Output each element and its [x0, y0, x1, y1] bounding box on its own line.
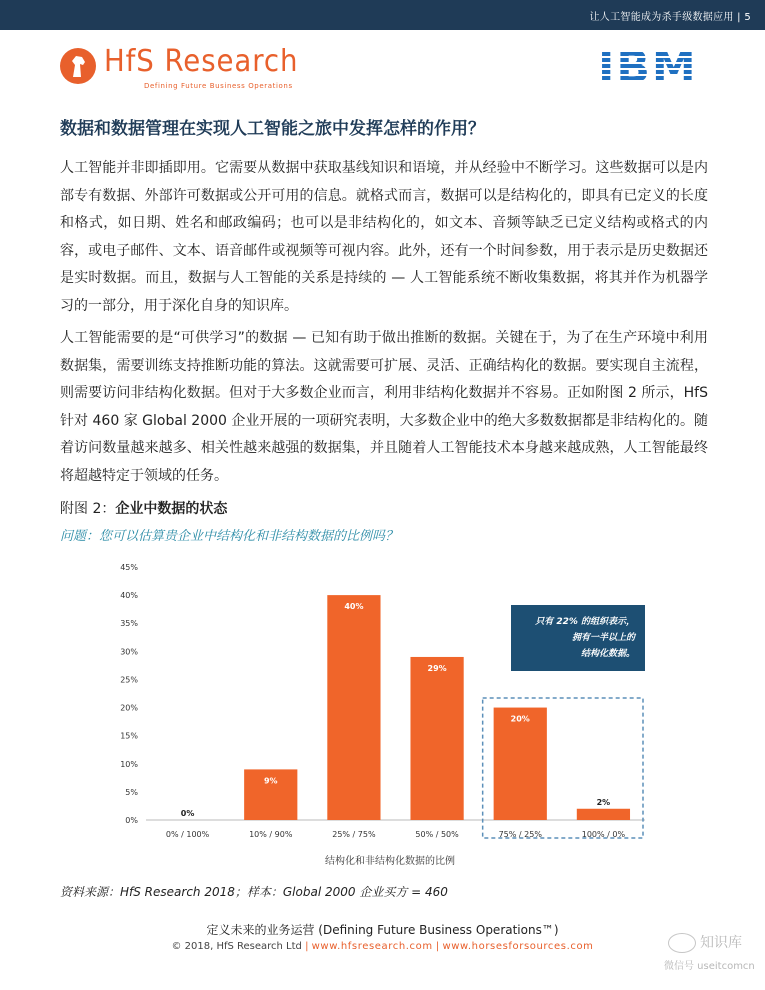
y-tick-label: 25%	[120, 675, 138, 685]
bar	[327, 595, 380, 820]
watermark-name: 知识库	[700, 935, 742, 951]
hfs-logo-text: HfS Research	[104, 44, 299, 79]
ibm-logo-text: IBM	[598, 46, 710, 90]
figure-question: 问题：您可以估算贵企业中结构化和非结构数据的比例吗？	[60, 529, 399, 544]
callout-text: 只有 22% 的组织表示，	[535, 617, 635, 627]
x-tick-label: 0% / 100%	[165, 830, 210, 839]
y-tick-label: 15%	[120, 731, 138, 741]
bar-chart	[100, 556, 660, 876]
y-tick-label: 10%	[120, 759, 138, 769]
callout-text: 拥有一半以上的	[571, 633, 635, 643]
figure-title	[60, 498, 227, 518]
x-tick-label: 100% / 0%	[581, 830, 626, 839]
y-tick-label: 5%	[125, 787, 138, 797]
footer-separator: |	[435, 941, 440, 952]
bar-data-label: 2%	[596, 797, 611, 807]
hfs-horse-icon	[60, 48, 96, 84]
figure-label: 附图 2：	[60, 501, 116, 517]
header-bar	[0, 0, 765, 30]
hfs-logo	[60, 44, 300, 100]
footer-link-hfs-blog[interactable]: www.horsesforsources.com	[442, 941, 594, 952]
y-tick-label: 35%	[120, 619, 138, 629]
bar	[577, 809, 630, 820]
y-tick-label: 30%	[120, 647, 138, 657]
footer-link-hfs[interactable]: www.hfsresearch.com	[311, 941, 433, 952]
x-tick-label: 50% / 50%	[415, 830, 459, 839]
bar-chart-svg	[100, 556, 660, 876]
x-tick-label: 25% / 75%	[332, 830, 376, 839]
bar	[410, 657, 463, 820]
breadcrumb: 让人工智能成为杀手级数据应用 | 5	[589, 12, 751, 23]
callout-text: 结构化数据。	[580, 649, 635, 659]
paragraph-2: 人工智能需要的是“可供学习”的数据 — 已知有助于做出推断的数据。关键在于，为了在生产环境中利用数据集，需要训练支持推断功能的算法。这就需要可扩展、灵活、正确结构化的数据。要实现自主流程，则需要访问非结构化数据。但对于大多数企业而言，利用非结构化数据并不容易。正如附图 2 所示，HfS 针对 460 家 Global 2000 企业开展的一项研究表明，大多数企业中的绝大多数数据都是非结构化的。随着访问数量越来越多、相关性越来越强的数据集，并且随着人工智能技术本身越来越成熟，人工智能最终将超越特定于领域的任务。	[60, 330, 708, 484]
y-tick-label: 45%	[120, 563, 138, 572]
bar-data-label: 29%	[427, 663, 447, 673]
bar-data-label: 40%	[344, 602, 364, 612]
paragraph-1: 人工智能并非即插即用。它需要从数据中获取基线知识和语境，并从经验中不断学习。这些数据可以是内部专有数据、外部许可数据或公开可用的信息。就格式而言，数据可以是结构化的，即具有已定义的长度和格式，如日期、姓名和邮政编码；也可以是非结构化的，如文本、音频等缺乏已定义结构或格式的内容，或电子邮件、文本、语音邮件或视频等可视内容。此外，还有一个时间参数，用于表示是历史数据还是实时数据。而且，数据与人工智能的关系是持续的 — 人工智能系统不断收集数据，将其并作为机器学习的一部分，用于深化自身的知识库。	[60, 160, 708, 314]
footer-copyright: © 2018, HfS Research Ltd	[171, 941, 302, 952]
y-tick-label: 40%	[120, 591, 138, 601]
watermark-id: 微信号 useitcomcn	[664, 961, 755, 972]
figure-name: 企业中数据的状态	[115, 501, 228, 517]
section-heading: 数据和数据管理在实现人工智能之旅中发挥怎样的作用？	[60, 119, 485, 139]
x-axis-title: 结构化和非结构化数据的比例	[325, 856, 455, 867]
wechat-icon	[668, 933, 696, 953]
x-tick-label: 10% / 90%	[249, 830, 293, 839]
hfs-logo-tagline: Defining Future Business Operations	[144, 82, 293, 90]
source-note: 资料来源：HfS Research 2018；样本：Global 2000 企业买方 = 460	[60, 885, 448, 899]
bar-data-label: 0%	[180, 809, 195, 818]
footer-links	[0, 941, 765, 952]
y-tick-label: 0%	[125, 816, 138, 825]
footer-separator: |	[305, 941, 309, 952]
footer-title: 定义未来的业务运营 (Defining Future Business Operations™)	[206, 923, 559, 937]
x-tick-label: 75% / 25%	[498, 830, 542, 839]
y-tick-label: 20%	[120, 703, 138, 713]
bar-data-label: 9%	[263, 776, 278, 786]
ibm-logo	[598, 42, 710, 93]
bar	[494, 708, 547, 820]
bar-data-label: 20%	[510, 714, 530, 724]
